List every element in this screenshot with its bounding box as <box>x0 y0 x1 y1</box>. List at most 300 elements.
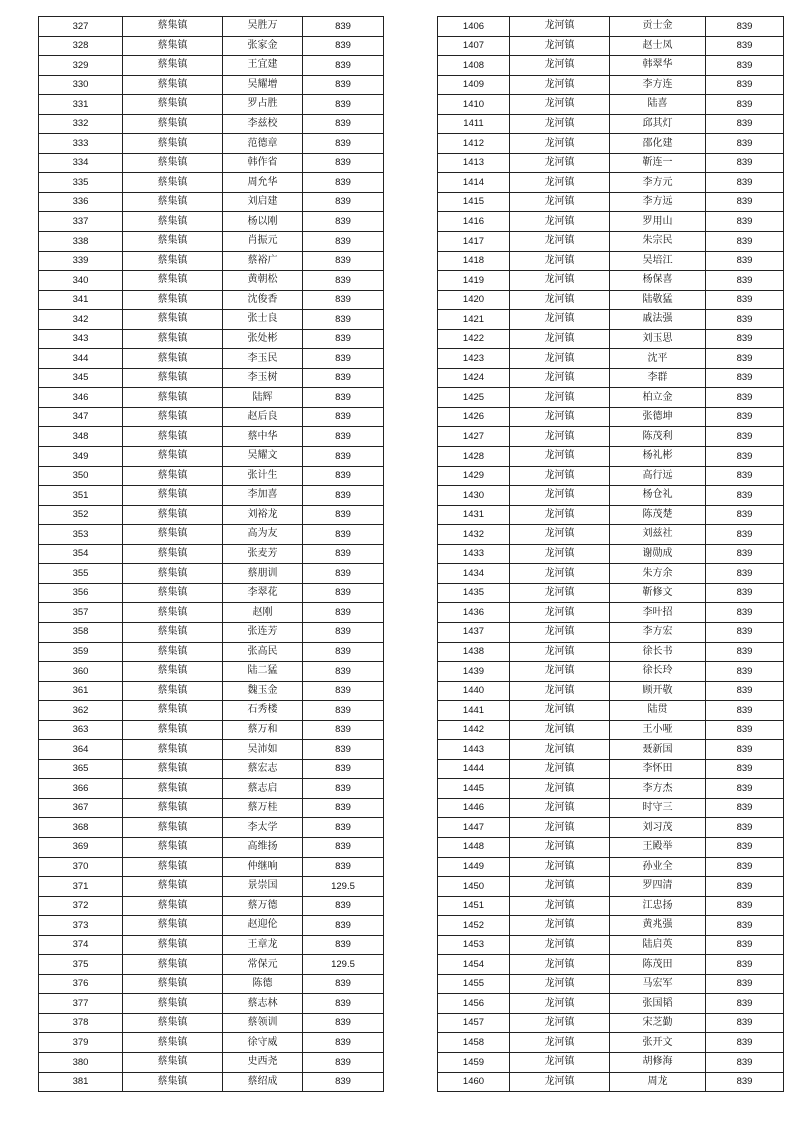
town-cell: 龙河镇 <box>510 974 610 994</box>
town-cell: 龙河镇 <box>510 134 610 154</box>
town-cell: 蔡集镇 <box>123 153 223 173</box>
town-cell: 蔡集镇 <box>123 56 223 76</box>
row-number-cell: 372 <box>39 896 123 916</box>
town-cell: 蔡集镇 <box>123 740 223 760</box>
table-row <box>39 759 384 779</box>
row-number-cell: 1416 <box>438 212 510 232</box>
row-number-cell: 366 <box>39 779 123 799</box>
person-name-cell: 杨保喜 <box>610 271 706 291</box>
person-name-cell: 刘习茂 <box>610 818 706 838</box>
row-number-cell: 360 <box>39 662 123 682</box>
right-roster-table <box>437 16 784 1092</box>
town-cell: 龙河镇 <box>510 466 610 486</box>
row-number-cell: 363 <box>39 720 123 740</box>
table-row <box>438 56 784 76</box>
table-row <box>438 720 784 740</box>
table-row <box>438 779 784 799</box>
town-cell: 蔡集镇 <box>123 564 223 584</box>
amount-cell: 839 <box>303 720 384 740</box>
table-row <box>39 681 384 701</box>
town-cell: 蔡集镇 <box>123 974 223 994</box>
table-row <box>438 486 784 506</box>
table-row <box>39 56 384 76</box>
row-number-cell: 365 <box>39 759 123 779</box>
amount-cell: 839 <box>706 290 784 310</box>
amount-cell: 839 <box>303 407 384 427</box>
town-cell: 龙河镇 <box>510 349 610 369</box>
table-row <box>39 857 384 877</box>
town-cell: 龙河镇 <box>510 310 610 330</box>
town-cell: 蔡集镇 <box>123 1052 223 1072</box>
table-row <box>438 232 784 252</box>
person-name-cell: 江忠扬 <box>610 896 706 916</box>
table-row <box>39 583 384 603</box>
person-name-cell: 杨以刚 <box>223 212 303 232</box>
table-row <box>39 544 384 564</box>
row-number-cell: 1453 <box>438 935 510 955</box>
row-number-cell: 369 <box>39 837 123 857</box>
town-cell: 龙河镇 <box>510 896 610 916</box>
person-name-cell: 周允华 <box>223 173 303 193</box>
person-name-cell: 陆启英 <box>610 935 706 955</box>
table-row <box>438 896 784 916</box>
row-number-cell: 1413 <box>438 153 510 173</box>
person-name-cell: 吴耀文 <box>223 447 303 467</box>
amount-cell: 839 <box>706 955 784 975</box>
row-number-cell: 334 <box>39 153 123 173</box>
table-row <box>438 447 784 467</box>
row-number-cell: 362 <box>39 701 123 721</box>
person-name-cell: 黄朝松 <box>223 271 303 291</box>
row-number-cell: 1429 <box>438 466 510 486</box>
row-number-cell: 1455 <box>438 974 510 994</box>
town-cell: 蔡集镇 <box>123 486 223 506</box>
row-number-cell: 335 <box>39 173 123 193</box>
town-cell: 蔡集镇 <box>123 662 223 682</box>
person-name-cell: 蔡朋训 <box>223 564 303 584</box>
table-row <box>438 662 784 682</box>
table-row <box>438 310 784 330</box>
row-number-cell: 330 <box>39 75 123 95</box>
town-cell: 蔡集镇 <box>123 877 223 897</box>
row-number-cell: 1450 <box>438 877 510 897</box>
amount-cell: 839 <box>706 544 784 564</box>
person-name-cell: 李叶招 <box>610 603 706 623</box>
person-name-cell: 韩翠华 <box>610 56 706 76</box>
row-number-cell: 327 <box>39 17 123 37</box>
table-row <box>39 1052 384 1072</box>
town-cell: 龙河镇 <box>510 544 610 564</box>
person-name-cell: 蔡宏志 <box>223 759 303 779</box>
town-cell: 龙河镇 <box>510 622 610 642</box>
town-cell: 龙河镇 <box>510 1013 610 1033</box>
person-name-cell: 靳连一 <box>610 153 706 173</box>
person-name-cell: 李玉民 <box>223 349 303 369</box>
amount-cell: 839 <box>303 564 384 584</box>
table-row <box>438 95 784 115</box>
row-number-cell: 358 <box>39 622 123 642</box>
table-row <box>438 75 784 95</box>
town-cell: 龙河镇 <box>510 388 610 408</box>
row-number-cell: 370 <box>39 857 123 877</box>
person-name-cell: 贡士金 <box>610 17 706 37</box>
table-row <box>438 622 784 642</box>
row-number-cell: 373 <box>39 916 123 936</box>
table-row <box>39 466 384 486</box>
town-cell: 龙河镇 <box>510 759 610 779</box>
town-cell: 蔡集镇 <box>123 329 223 349</box>
amount-cell: 839 <box>706 232 784 252</box>
table-row <box>39 1013 384 1033</box>
table-row <box>438 544 784 564</box>
table-row <box>438 564 784 584</box>
row-number-cell: 1445 <box>438 779 510 799</box>
table-row <box>39 701 384 721</box>
table-row <box>39 935 384 955</box>
row-number-cell: 1434 <box>438 564 510 584</box>
town-cell: 龙河镇 <box>510 857 610 877</box>
person-name-cell: 赵后良 <box>223 407 303 427</box>
town-cell: 蔡集镇 <box>123 75 223 95</box>
row-number-cell: 1457 <box>438 1013 510 1033</box>
table-row <box>39 212 384 232</box>
table-row <box>438 525 784 545</box>
row-number-cell: 379 <box>39 1033 123 1053</box>
table-row <box>438 759 784 779</box>
person-name-cell: 李方元 <box>610 173 706 193</box>
table-row <box>438 427 784 447</box>
person-name-cell: 张开文 <box>610 1033 706 1053</box>
amount-cell: 839 <box>303 583 384 603</box>
row-number-cell: 341 <box>39 290 123 310</box>
row-number-cell: 340 <box>39 271 123 291</box>
person-name-cell: 陈茂田 <box>610 955 706 975</box>
amount-cell: 839 <box>706 75 784 95</box>
person-name-cell: 高为友 <box>223 525 303 545</box>
table-row <box>39 916 384 936</box>
row-number-cell: 352 <box>39 505 123 525</box>
town-cell: 蔡集镇 <box>123 290 223 310</box>
row-number-cell: 376 <box>39 974 123 994</box>
amount-cell: 839 <box>706 153 784 173</box>
table-row <box>39 955 384 975</box>
table-row <box>39 173 384 193</box>
table-row <box>39 974 384 994</box>
amount-cell: 839 <box>706 837 784 857</box>
amount-cell: 839 <box>303 388 384 408</box>
town-cell: 龙河镇 <box>510 153 610 173</box>
amount-cell: 839 <box>303 95 384 115</box>
table-row <box>39 95 384 115</box>
person-name-cell: 罗占胜 <box>223 95 303 115</box>
town-cell: 蔡集镇 <box>123 271 223 291</box>
row-number-cell: 1417 <box>438 232 510 252</box>
person-name-cell: 李玉树 <box>223 368 303 388</box>
row-number-cell: 1406 <box>438 17 510 37</box>
person-name-cell: 蔡裕广 <box>223 251 303 271</box>
table-row <box>39 740 384 760</box>
table-row <box>39 153 384 173</box>
person-name-cell: 刘启建 <box>223 192 303 212</box>
amount-cell: 839 <box>303 1033 384 1053</box>
row-number-cell: 1418 <box>438 251 510 271</box>
person-name-cell: 陈茂利 <box>610 427 706 447</box>
amount-cell: 839 <box>303 896 384 916</box>
table-row <box>39 896 384 916</box>
row-number-cell: 1458 <box>438 1033 510 1053</box>
person-name-cell: 李方杰 <box>610 779 706 799</box>
table-row <box>39 17 384 37</box>
amount-cell: 839 <box>706 173 784 193</box>
town-cell: 龙河镇 <box>510 642 610 662</box>
table-row <box>438 36 784 56</box>
table-row <box>438 798 784 818</box>
row-number-cell: 1427 <box>438 427 510 447</box>
town-cell: 蔡集镇 <box>123 916 223 936</box>
row-number-cell: 342 <box>39 310 123 330</box>
amount-cell: 839 <box>706 779 784 799</box>
person-name-cell: 杨仓礼 <box>610 486 706 506</box>
table-row <box>39 662 384 682</box>
person-name-cell: 吴沛如 <box>223 740 303 760</box>
town-cell: 蔡集镇 <box>123 603 223 623</box>
town-cell: 龙河镇 <box>510 994 610 1014</box>
row-number-cell: 1456 <box>438 994 510 1014</box>
amount-cell: 839 <box>706 486 784 506</box>
row-number-cell: 1451 <box>438 896 510 916</box>
row-number-cell: 1422 <box>438 329 510 349</box>
row-number-cell: 380 <box>39 1052 123 1072</box>
row-number-cell: 1423 <box>438 349 510 369</box>
row-number-cell: 347 <box>39 407 123 427</box>
amount-cell: 839 <box>706 329 784 349</box>
table-row <box>438 916 784 936</box>
table-row <box>438 974 784 994</box>
row-number-cell: 375 <box>39 955 123 975</box>
person-name-cell: 宋芝勤 <box>610 1013 706 1033</box>
town-cell: 蔡集镇 <box>123 935 223 955</box>
row-number-cell: 1459 <box>438 1052 510 1072</box>
person-name-cell: 徐长书 <box>610 642 706 662</box>
amount-cell: 839 <box>706 466 784 486</box>
town-cell: 龙河镇 <box>510 505 610 525</box>
amount-cell: 839 <box>303 994 384 1014</box>
amount-cell: 839 <box>706 505 784 525</box>
row-number-cell: 353 <box>39 525 123 545</box>
person-name-cell: 韩作省 <box>223 153 303 173</box>
town-cell: 龙河镇 <box>510 329 610 349</box>
row-number-cell: 364 <box>39 740 123 760</box>
town-cell: 蔡集镇 <box>123 349 223 369</box>
town-cell: 龙河镇 <box>510 798 610 818</box>
town-cell: 蔡集镇 <box>123 622 223 642</box>
person-name-cell: 吴培江 <box>610 251 706 271</box>
person-name-cell: 张高民 <box>223 642 303 662</box>
right-table-body <box>438 17 784 1092</box>
row-number-cell: 356 <box>39 583 123 603</box>
row-number-cell: 333 <box>39 134 123 154</box>
person-name-cell: 朱方余 <box>610 564 706 584</box>
amount-cell: 839 <box>706 818 784 838</box>
amount-cell: 839 <box>706 642 784 662</box>
person-name-cell: 靳修文 <box>610 583 706 603</box>
town-cell: 蔡集镇 <box>123 525 223 545</box>
person-name-cell: 柏立金 <box>610 388 706 408</box>
person-name-cell: 赵刚 <box>223 603 303 623</box>
amount-cell: 839 <box>706 1033 784 1053</box>
table-row <box>438 642 784 662</box>
town-cell: 蔡集镇 <box>123 447 223 467</box>
amount-cell: 839 <box>303 1052 384 1072</box>
town-cell: 龙河镇 <box>510 681 610 701</box>
person-name-cell: 朱宗民 <box>610 232 706 252</box>
amount-cell: 839 <box>303 974 384 994</box>
town-cell: 蔡集镇 <box>123 36 223 56</box>
table-row <box>438 955 784 975</box>
amount-cell: 839 <box>706 134 784 154</box>
row-number-cell: 1441 <box>438 701 510 721</box>
row-number-cell: 367 <box>39 798 123 818</box>
row-number-cell: 371 <box>39 877 123 897</box>
row-number-cell: 1409 <box>438 75 510 95</box>
table-row <box>438 994 784 1014</box>
row-number-cell: 1449 <box>438 857 510 877</box>
row-number-cell: 354 <box>39 544 123 564</box>
town-cell: 龙河镇 <box>510 564 610 584</box>
table-row <box>39 134 384 154</box>
row-number-cell: 332 <box>39 114 123 134</box>
amount-cell: 839 <box>706 368 784 388</box>
table-row <box>438 290 784 310</box>
amount-cell: 839 <box>303 759 384 779</box>
person-name-cell: 徐长玲 <box>610 662 706 682</box>
amount-cell: 839 <box>303 740 384 760</box>
amount-cell: 839 <box>706 349 784 369</box>
amount-cell: 839 <box>706 740 784 760</box>
person-name-cell: 王宜建 <box>223 56 303 76</box>
row-number-cell: 344 <box>39 349 123 369</box>
person-name-cell: 蔡万德 <box>223 896 303 916</box>
town-cell: 蔡集镇 <box>123 818 223 838</box>
town-cell: 龙河镇 <box>510 447 610 467</box>
amount-cell: 839 <box>706 916 784 936</box>
amount-cell: 839 <box>706 251 784 271</box>
amount-cell: 839 <box>303 368 384 388</box>
amount-cell: 839 <box>706 1072 784 1092</box>
amount-cell: 839 <box>303 134 384 154</box>
person-name-cell: 魏玉金 <box>223 681 303 701</box>
amount-cell: 839 <box>706 622 784 642</box>
row-number-cell: 1436 <box>438 603 510 623</box>
town-cell: 蔡集镇 <box>123 173 223 193</box>
row-number-cell: 337 <box>39 212 123 232</box>
row-number-cell: 348 <box>39 427 123 447</box>
town-cell: 龙河镇 <box>510 955 610 975</box>
town-cell: 蔡集镇 <box>123 798 223 818</box>
table-row <box>438 349 784 369</box>
person-name-cell: 沈平 <box>610 349 706 369</box>
town-cell: 龙河镇 <box>510 837 610 857</box>
amount-cell: 839 <box>303 544 384 564</box>
town-cell: 龙河镇 <box>510 701 610 721</box>
table-row <box>39 486 384 506</box>
table-row <box>39 837 384 857</box>
row-number-cell: 1408 <box>438 56 510 76</box>
town-cell: 蔡集镇 <box>123 759 223 779</box>
amount-cell: 839 <box>303 75 384 95</box>
town-cell: 蔡集镇 <box>123 701 223 721</box>
amount-cell: 839 <box>706 974 784 994</box>
row-number-cell: 1460 <box>438 1072 510 1092</box>
table-row <box>438 681 784 701</box>
row-number-cell: 1439 <box>438 662 510 682</box>
amount-cell: 839 <box>706 56 784 76</box>
town-cell: 龙河镇 <box>510 935 610 955</box>
person-name-cell: 蔡志林 <box>223 994 303 1014</box>
row-number-cell: 1414 <box>438 173 510 193</box>
table-row <box>39 603 384 623</box>
row-number-cell: 1430 <box>438 486 510 506</box>
row-number-cell: 1411 <box>438 114 510 134</box>
amount-cell: 839 <box>706 583 784 603</box>
town-cell: 蔡集镇 <box>123 857 223 877</box>
row-number-cell: 1437 <box>438 622 510 642</box>
town-cell: 龙河镇 <box>510 486 610 506</box>
row-number-cell: 1426 <box>438 407 510 427</box>
town-cell: 蔡集镇 <box>123 310 223 330</box>
amount-cell: 839 <box>706 857 784 877</box>
town-cell: 龙河镇 <box>510 603 610 623</box>
row-number-cell: 359 <box>39 642 123 662</box>
person-name-cell: 陆辉 <box>223 388 303 408</box>
person-name-cell: 孙业全 <box>610 857 706 877</box>
town-cell: 蔡集镇 <box>123 212 223 232</box>
table-row <box>438 1052 784 1072</box>
person-name-cell: 陆喜 <box>610 95 706 115</box>
amount-cell: 839 <box>706 114 784 134</box>
town-cell: 龙河镇 <box>510 368 610 388</box>
table-row <box>438 153 784 173</box>
person-name-cell: 沈俊香 <box>223 290 303 310</box>
amount-cell: 839 <box>706 662 784 682</box>
person-name-cell: 刘兹社 <box>610 525 706 545</box>
row-number-cell: 377 <box>39 994 123 1014</box>
table-row <box>438 114 784 134</box>
amount-cell: 839 <box>303 349 384 369</box>
table-row <box>39 994 384 1014</box>
town-cell: 蔡集镇 <box>123 407 223 427</box>
table-row <box>39 564 384 584</box>
row-number-cell: 1428 <box>438 447 510 467</box>
row-number-cell: 1438 <box>438 642 510 662</box>
row-number-cell: 1442 <box>438 720 510 740</box>
person-name-cell: 胡修海 <box>610 1052 706 1072</box>
table-row <box>438 701 784 721</box>
table-row <box>39 329 384 349</box>
town-cell: 龙河镇 <box>510 1072 610 1092</box>
table-row <box>39 407 384 427</box>
town-cell: 龙河镇 <box>510 916 610 936</box>
person-name-cell: 李翠花 <box>223 583 303 603</box>
amount-cell: 839 <box>303 466 384 486</box>
town-cell: 龙河镇 <box>510 271 610 291</box>
table-row <box>39 720 384 740</box>
town-cell: 蔡集镇 <box>123 368 223 388</box>
amount-cell: 839 <box>303 153 384 173</box>
table-row <box>39 427 384 447</box>
person-name-cell: 蔡中华 <box>223 427 303 447</box>
town-cell: 龙河镇 <box>510 427 610 447</box>
